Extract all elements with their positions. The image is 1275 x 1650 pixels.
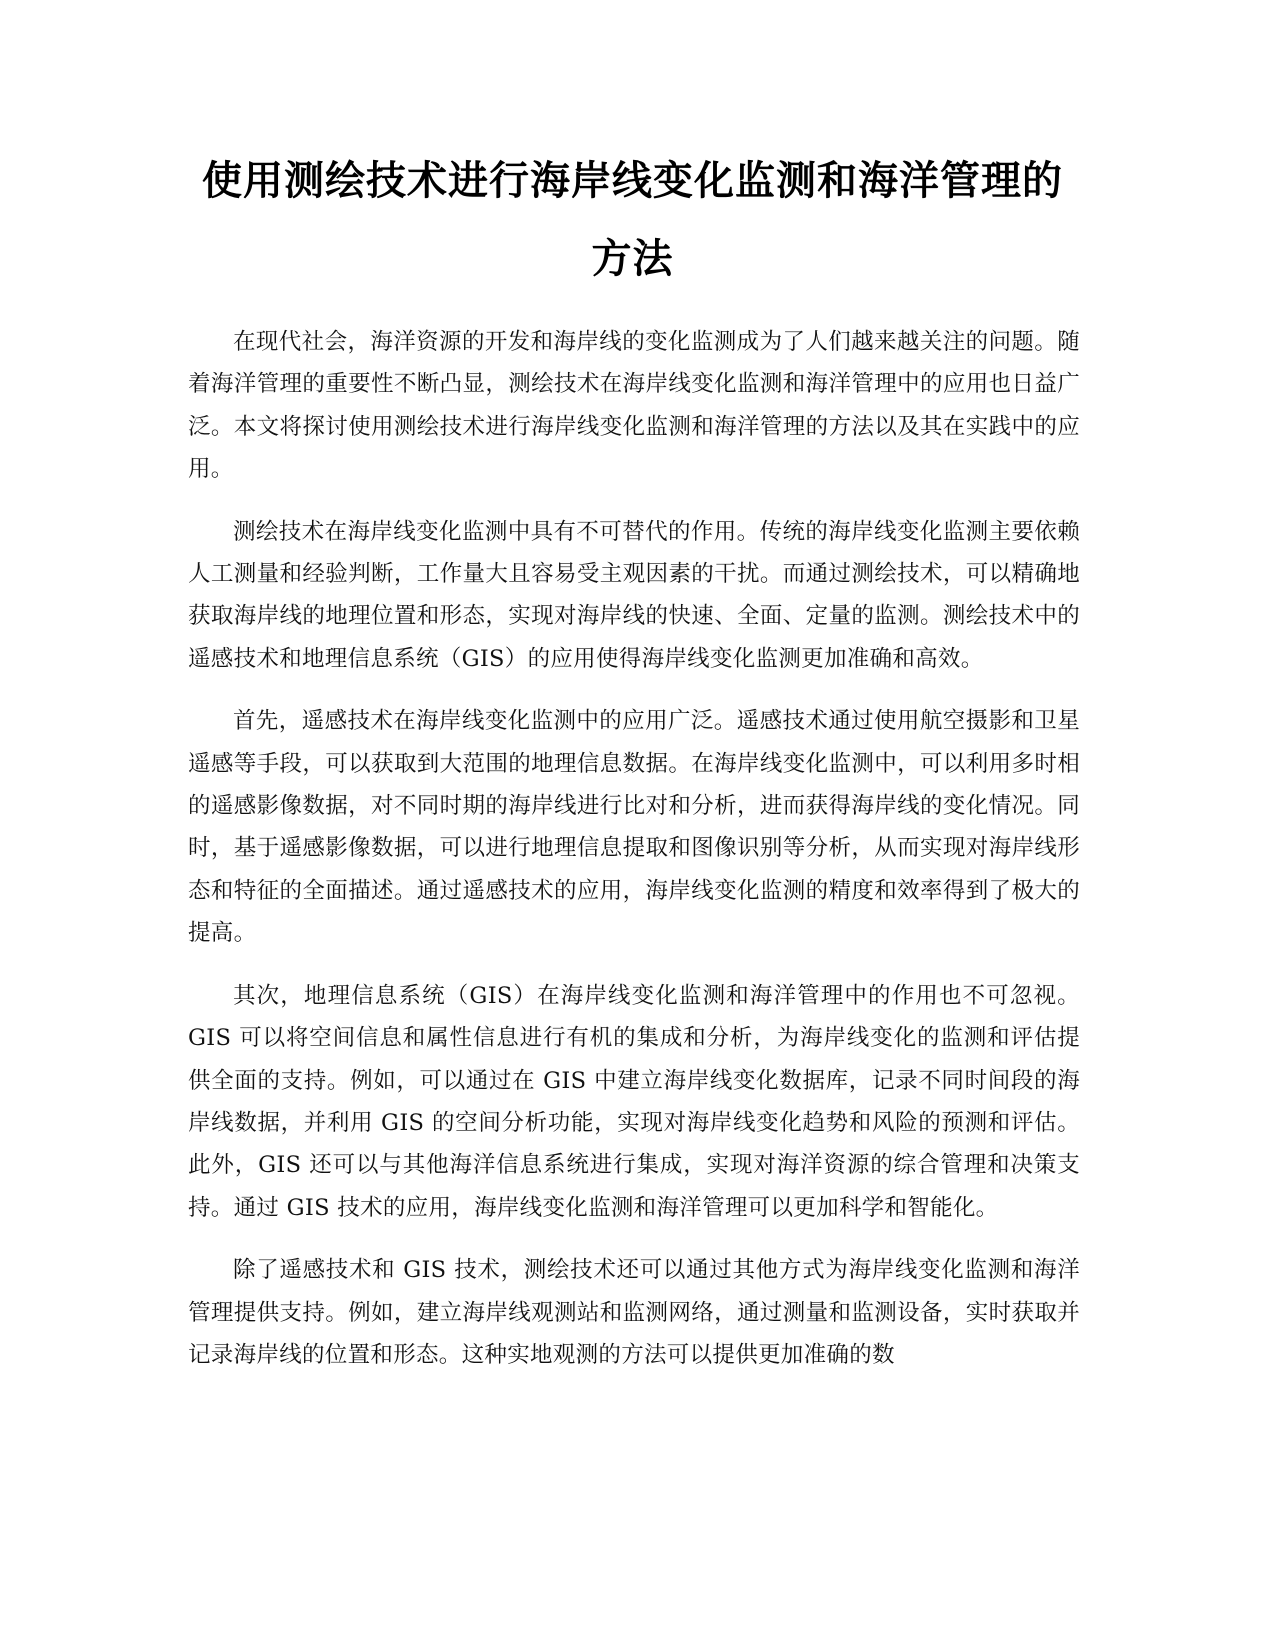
document-body <box>188 321 1080 1396</box>
paragraph-gis: 其次，地理信息系统（GIS）在海岸线变化监测和海洋管理中的作用也不可忽视。GIS 可以将空间信息和属性信息进行有机的集成和分析，为海岸线变化的监测和评估提供全面的支持。例如，可以通过在 GIS 中建立海岸线变化数据库，记录不同时间段的海岸线数据，并利用 GIS 的空间分析功能，实现对海岸线变化趋势和风险的预测和评估。此外，GIS 还可以与其他海洋信息系统进行集成，实现对海洋资源的综合管理和决策支持。通过 GIS 技术的应用，海岸线变化监测和海洋管理可以更加科学和智能化。 <box>188 982 1080 1221</box>
paragraph-remote-sensing: 首先，遥感技术在海岸线变化监测中的应用广泛。遥感技术通过使用航空摄影和卫星遥感等手段，可以获取到大范围的地理信息数据。在海岸线变化监测中，可以利用多时相的遥感影像数据，对不同时期的海岸线进行比对和分析，进而获得海岸线的变化情况。同时，基于遥感影像数据，可以进行地理信息提取和图像识别等分析，从而实现对海岸线形态和特征的全面描述。通过遥感技术的应用，海岸线变化监测的精度和效率得到了极大的提高。 <box>188 708 1080 947</box>
document-title: 使用测绘技术进行海岸线变化监测和海洋管理的方法 <box>202 158 1063 282</box>
paragraph-intro: 在现代社会，海洋资源的开发和海岸线的变化监测成为了人们越来越关注的问题。随着海洋管理的重要性不断凸显，测绘技术在海岸线变化监测和海洋管理中的应用也日益广泛。本文将探讨使用测绘技术进行海岸线变化监测和海洋管理的方法以及其在实践中的应用。 <box>188 329 1080 483</box>
paragraph-other-methods: 除了遥感技术和 GIS 技术，测绘技术还可以通过其他方式为海岸线变化监测和海洋管理提供支持。例如，建立海岸线观测站和监测网络，通过测量和监测设备，实时获取并记录海岸线的位置和形态。这种实地观测的方法可以提供更加准确的数 <box>188 1257 1080 1368</box>
paragraph-role-of-surveying: 测绘技术在海岸线变化监测中具有不可替代的作用。传统的海岸线变化监测主要依赖人工测量和经验判断，工作量大且容易受主观因素的干扰。而通过测绘技术，可以精确地获取海岸线的地理位置和形态，实现对海岸线的快速、全面、定量的监测。测绘技术中的遥感技术和地理信息系统（GIS）的应用使得海岸线变化监测更加准确和高效。 <box>188 518 1080 672</box>
